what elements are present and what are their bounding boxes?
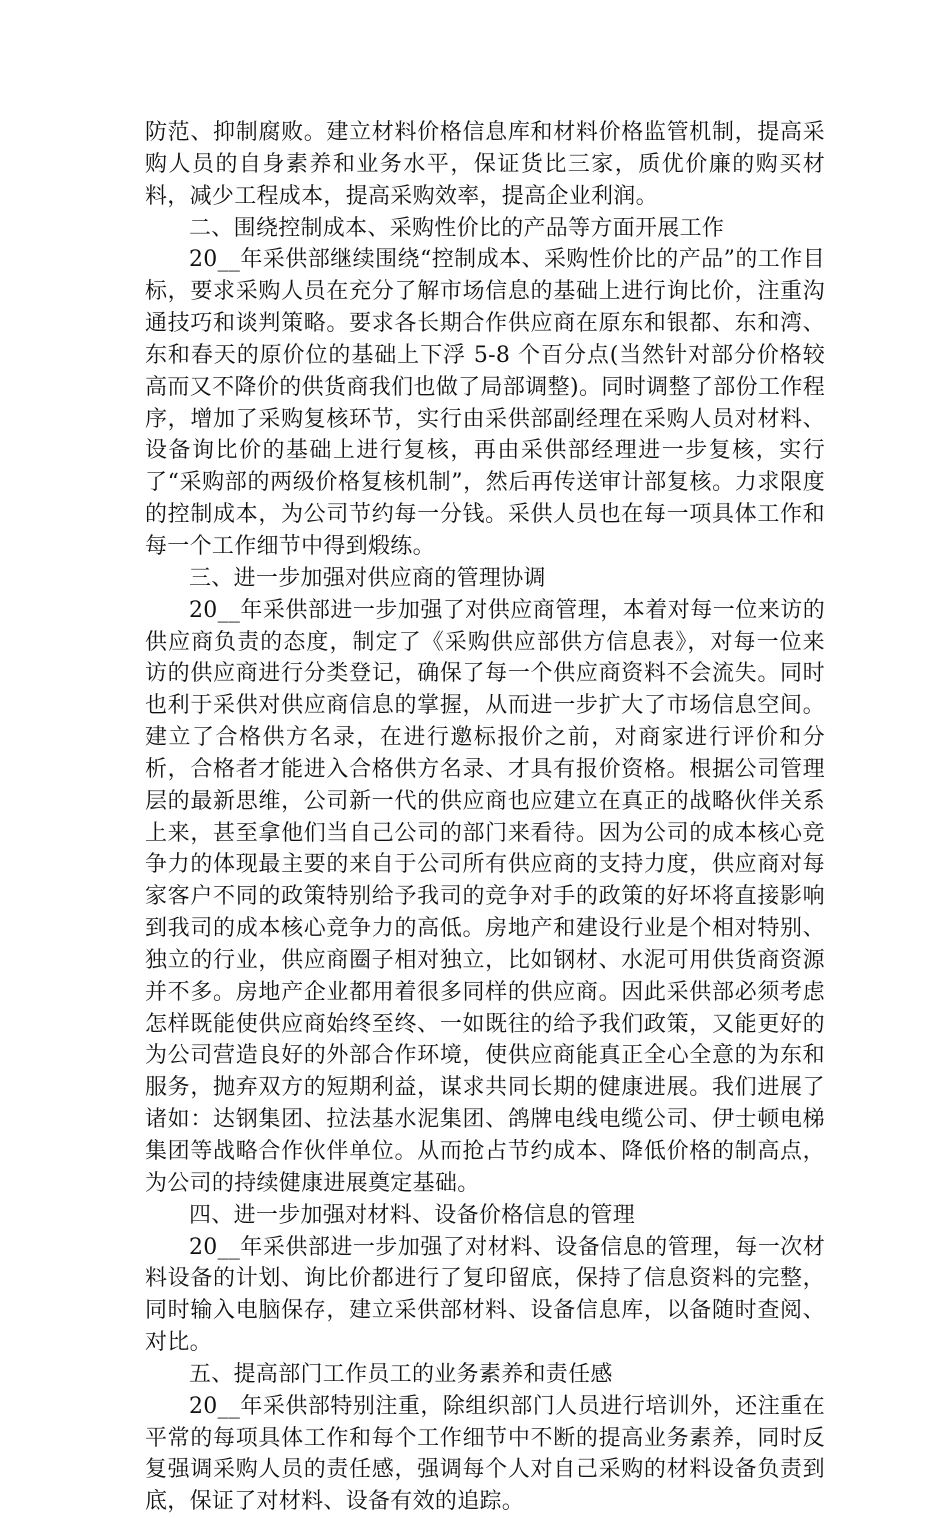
section-heading-3: 三、进一步加强对供应商的管理协调 — [189, 565, 546, 591]
paragraph-section-2: 20__年采供部继续围绕“控制成本、采购性价比的产品”的工作目标，要求采购人员在充分了解市场信息的基础上进行询比价，注重沟通技巧和谈判策略。要求各长期合作供应商在原东和银都、东和湾、东和春天的原价位的基础上下浮 5-8 个百分点(当然针对部分价格较高而又不降价的供货商我们也做了局部调整)。同时调整了部份工作程序，增加了采购复核环节，实行由采供部副经理在采购人员对材料、设备询比价的基础上进行复核，再由采供部经理进一步复核，实行了“采购部的两级价格复核机制”，然后再传送审计部复核。力求限度的控制成本，为公司节约每一分钱。采供人员也在每一项具体工作和每一个工作细节中得到煅练。 — [145, 247, 825, 559]
paragraph-section-3: 20__年采供部进一步加强了对供应商管理，本着对每一位来访的供应商负责的态度，制定了《采购供应部供方信息表》，对每一位来访的供应商进行分类登记，确保了每一个供应商资料不会流失。同时也利于采供对供应商信息的掌握，从而进一步扩大了市场信息空间。建立了合格供方名录，在进行邀标报价之前，对商家进行评价和分析，合格者才能进入合格供方名录、才具有报价资格。根据公司管理层的最新思维，公司新一代的供应商也应建立在真正的战略伙伴关系上来，甚至拿他们当自己公司的部门来看待。因为公司的成本核心竞争力的体现最主要的来自于公司所有供应商的支持力度，供应商对每家客户不同的政策特别给予我司的竞争对手的政策的好坏将直接影响到我司的成本核心竞争力的高低。房地产和建设行业是个相对特别、独立的行业，供应商圈子相对独立，比如钢材、水泥可用供货商资源并不多。房地产企业都用着很多同样的供应商。因此采供部必须考虑怎样既能使供应商始终至终、一如既往的给予我们政策，又能更好的为公司营造良好的外部合作环境，使供应商能真正全心全意的为东和服务，抛弃双方的短期利益，谋求共同长期的健康进展。我们进展了诸如：达钢集团、拉法基水泥集团、鸽牌电线电缆公司、伊士顿电梯集团等战略合作伙伴单位。从而抢占节约成本、降低价格的制高点，为公司的持续健康进展奠定基础。 — [145, 597, 825, 1196]
paragraph-section-4: 20__年采供部进一步加强了对材料、设备信息的管理，每一次材料设备的计划、询比价都进行了复印留底，保持了信息资料的完整，同时输入电脑保存，建立采供部材料、设备信息库，以备随时查阅、对比。 — [145, 1234, 825, 1356]
paragraph-section-5: 20__年采供部特别注重，除组织部门人员进行培训外，还注重在平常的每项具体工作和每个工作细节中不断的提高业务素养，同时反复强调采购人员的责任感，强调每个人对自己采购的材料设备负责到底，保证了对材料、设备有效的追踪。 — [145, 1393, 825, 1515]
section-heading-5: 五、提高部门工作员工的业务素养和责任感 — [189, 1361, 613, 1387]
section-heading-4: 四、进一步加强对材料、设备价格信息的管理 — [189, 1202, 636, 1228]
paragraph-intro-continued: 防范、抑制腐败。建立材料价格信息库和材料价格监管机制，提高采购人员的自身素养和业务水平，保证货比三家，质优价廉的购买材料，减少工程成本，提高采购效率，提高企业利润。 — [145, 120, 825, 209]
document-page — [145, 117, 825, 1518]
section-heading-2: 二、围绕控制成本、采购性价比的产品等方面开展工作 — [189, 215, 725, 241]
